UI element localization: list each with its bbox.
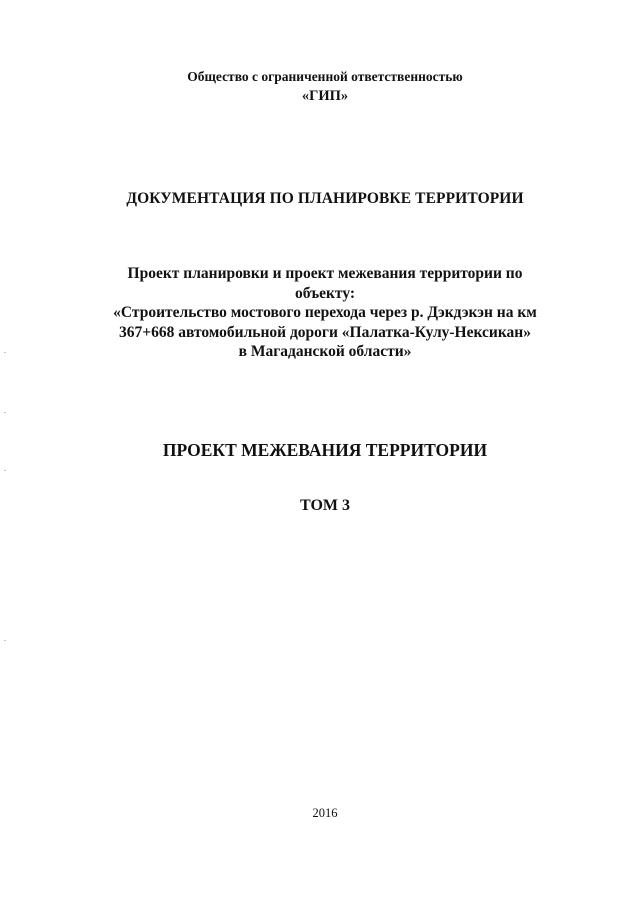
project-description [0, 264, 640, 362]
year: 2016 [312, 806, 338, 820]
section-title: ПРОЕКТ МЕЖЕВАНИЯ ТЕРРИТОРИИ [162, 440, 488, 460]
scan-speck [4, 412, 6, 413]
organization-name: Общество с ограниченной ответственностью [187, 69, 463, 84]
project-line: Проект планировки и проект межевания территории по [127, 265, 523, 282]
organization-short-name: «ГИП» [301, 88, 349, 104]
project-line: 367+668 автомобильной дороги «Палатка-Кулу-Нексикан» [119, 323, 531, 341]
volume-label: ТОМ 3 [299, 497, 350, 514]
scan-speck [4, 640, 6, 641]
scan-speck [4, 470, 6, 471]
project-line: объекту: [294, 284, 356, 302]
project-line: в Магаданской области» [238, 343, 412, 360]
project-line: «Строительство мостового перехода через р. Дэкдэкэн на км [113, 304, 537, 321]
document-title: ДОКУМЕНТАЦИЯ ПО ПЛАНИРОВКЕ ТЕРРИТОРИИ [126, 190, 524, 207]
scan-speck [4, 352, 6, 353]
